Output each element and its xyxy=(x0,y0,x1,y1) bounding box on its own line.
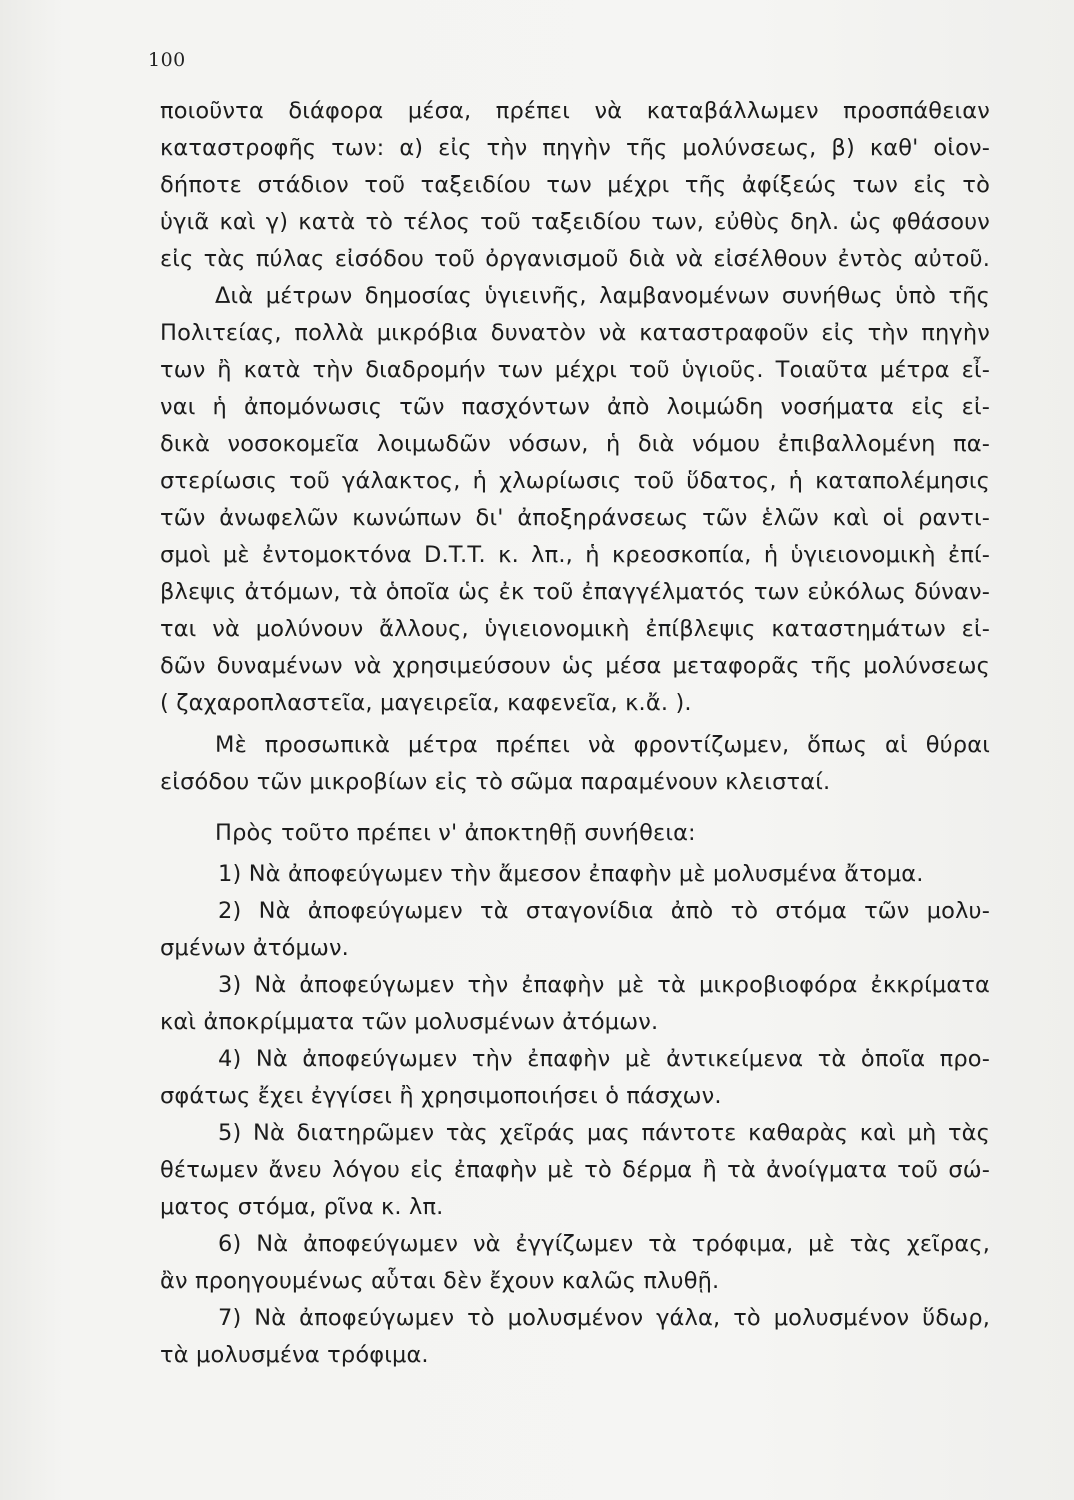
list-item-2-continued: σμένων ἀτόμων. xyxy=(160,935,349,961)
list-item-5-continued: ματος στόμα, ρῖνα κ. λπ. xyxy=(160,1194,444,1220)
text-line: ναι ἡ ἀπομόνωσις τῶν πασχόντων ἀπὸ λοιμώδη νοσήματα εἰς εἰ- xyxy=(160,394,990,420)
text-line: δικὰ νοσοκομεῖα λοιμωδῶν νόσων, ἡ διὰ νόμου ἐπιβαλλομένη πα- xyxy=(160,431,990,457)
list-item-7: 7) Νὰ ἀποφεύγωμεν τὸ μολυσμένον γάλα, τὸ μολυσμένον ὕδωρ, xyxy=(218,1305,990,1331)
text-line: εἰς τὰς πύλας εἰσόδου τοῦ ὀργανισμοῦ διὰ νὰ εἰσέλθουν ἐντὸς αὐτοῦ. xyxy=(160,246,990,272)
list-item-4-continued: σφάτως ἔχει ἐγγίσει ἢ χρησιμοποιήσει ὁ πάσχων. xyxy=(160,1083,722,1109)
paragraph-start-line: Διὰ μέτρων δημοσίας ὑγιεινῆς, λαμβανομένων συνήθως ὑπὸ τῆς xyxy=(215,283,990,309)
text-line: τῶν ἀνωφελῶν κωνώπων δι' ἀποξηράνσεως τῶν ἑλῶν καὶ οἱ ραντι- xyxy=(160,505,990,531)
paragraph-start-line: Μὲ προσωπικὰ μέτρα πρέπει νὰ φροντίζωμεν, ὅπως αἱ θύραι xyxy=(215,732,990,758)
list-item-7-continued: τὰ μολυσμένα τρόφιμα. xyxy=(160,1342,429,1368)
list-item-5-continued: θέτωμεν ἄνευ λόγου εἰς ἐπαφὴν μὲ τὸ δέρμα ἢ τὰ ἀνοίγματα τοῦ σώ- xyxy=(160,1157,990,1183)
text-line: ποιοῦντα διάφορα μέσα, πρέπει νὰ καταβάλλωμεν προσπάθειαν xyxy=(160,98,990,124)
page-number: 100 xyxy=(148,49,186,71)
list-item-2: 2) Νὰ ἀποφεύγωμεν τὰ σταγονίδια ἀπὸ τὸ στόμα τῶν μολυ- xyxy=(218,898,990,924)
text-line: καταστροφῆς των: α) εἰς τὴν πηγὴν τῆς μολύνσεως, β) καθ' οἱον- xyxy=(160,135,990,161)
paragraph-start-line: Πρὸς τοῦτο πρέπει ν' ἀποκτηθῇ συνήθεια: xyxy=(215,820,696,846)
text-line: στερίωσις τοῦ γάλακτος, ἡ χλωρίωσις τοῦ ὕδατος, ἡ καταπολέμησις xyxy=(160,468,990,494)
text-line: Πολιτείας, πολλὰ μικρόβια δυνατὸν νὰ καταστραφοῦν εἰς τὴν πηγὴν xyxy=(160,320,990,346)
list-item-4: 4) Νὰ ἀποφεύγωμεν τὴν ἐπαφὴν μὲ ἀντικείμενα τὰ ὁποῖα προ- xyxy=(218,1046,990,1072)
text-line: δῶν δυναμένων νὰ χρησιμεύσουν ὡς μέσα μεταφορᾶς τῆς μολύνσεως xyxy=(160,653,990,679)
list-item-6: 6) Νὰ ἀποφεύγωμεν νὰ ἐγγίζωμεν τὰ τρόφιμα, μὲ τὰς χεῖρας, xyxy=(218,1231,990,1257)
list-item-5: 5) Νὰ διατηρῶμεν τὰς χεῖράς μας πάντοτε καθαρὰς καὶ μὴ τὰς xyxy=(218,1120,990,1146)
text-line: ( ζαχαροπλαστεῖα, μαγειρεῖα, καφενεῖα, κ.ἄ. ). xyxy=(160,690,692,716)
list-item-6-continued: ἂν προηγουμένως αὗται δὲν ἔχουν καλῶς πλυθῇ. xyxy=(160,1268,720,1294)
text-line: εἰσόδου τῶν μικροβίων εἰς τὸ σῶμα παραμένουν κλεισταί. xyxy=(160,769,831,795)
list-item-1: 1) Νὰ ἀποφεύγωμεν τὴν ἄμεσον ἐπαφὴν μὲ μολυσμένα ἄτομα. xyxy=(218,861,924,887)
list-item-3: 3) Νὰ ἀποφεύγωμεν τὴν ἐπαφὴν μὲ τὰ μικροβιοφόρα ἐκκρίματα xyxy=(218,972,990,998)
text-line: δήποτε στάδιον τοῦ ταξειδίου των μέχρι τῆς ἀφίξεώς των εἰς τὸ xyxy=(160,172,990,198)
text-line: ὑγιᾶ καὶ γ) κατὰ τὸ τέλος τοῦ ταξειδίου των, εὐθὺς δηλ. ὡς φθάσουν xyxy=(160,209,990,235)
text-line: βλεψις ἀτόμων, τὰ ὁποῖα ὡς ἐκ τοῦ ἐπαγγέλματός των εὐκόλως δύναν- xyxy=(160,579,990,605)
text-line: των ἢ κατὰ τὴν διαδρομήν των μέχρι τοῦ ὑγιοῦς. Τοιαῦτα μέτρα εἶ- xyxy=(160,357,990,383)
text-line: σμοὶ μὲ ἐντομοκτόνα D.T.T. κ. λπ., ἡ κρεοσκοπία, ἡ ὑγιειονομικὴ ἐπί- xyxy=(160,542,990,568)
text-line: ται νὰ μολύνουν ἄλλους, ὑγιειονομικὴ ἐπίβλεψις καταστημάτων εἰ- xyxy=(160,616,990,642)
list-item-3-continued: καὶ ἀποκρίμματα τῶν μολυσμένων ἀτόμων. xyxy=(160,1009,659,1035)
